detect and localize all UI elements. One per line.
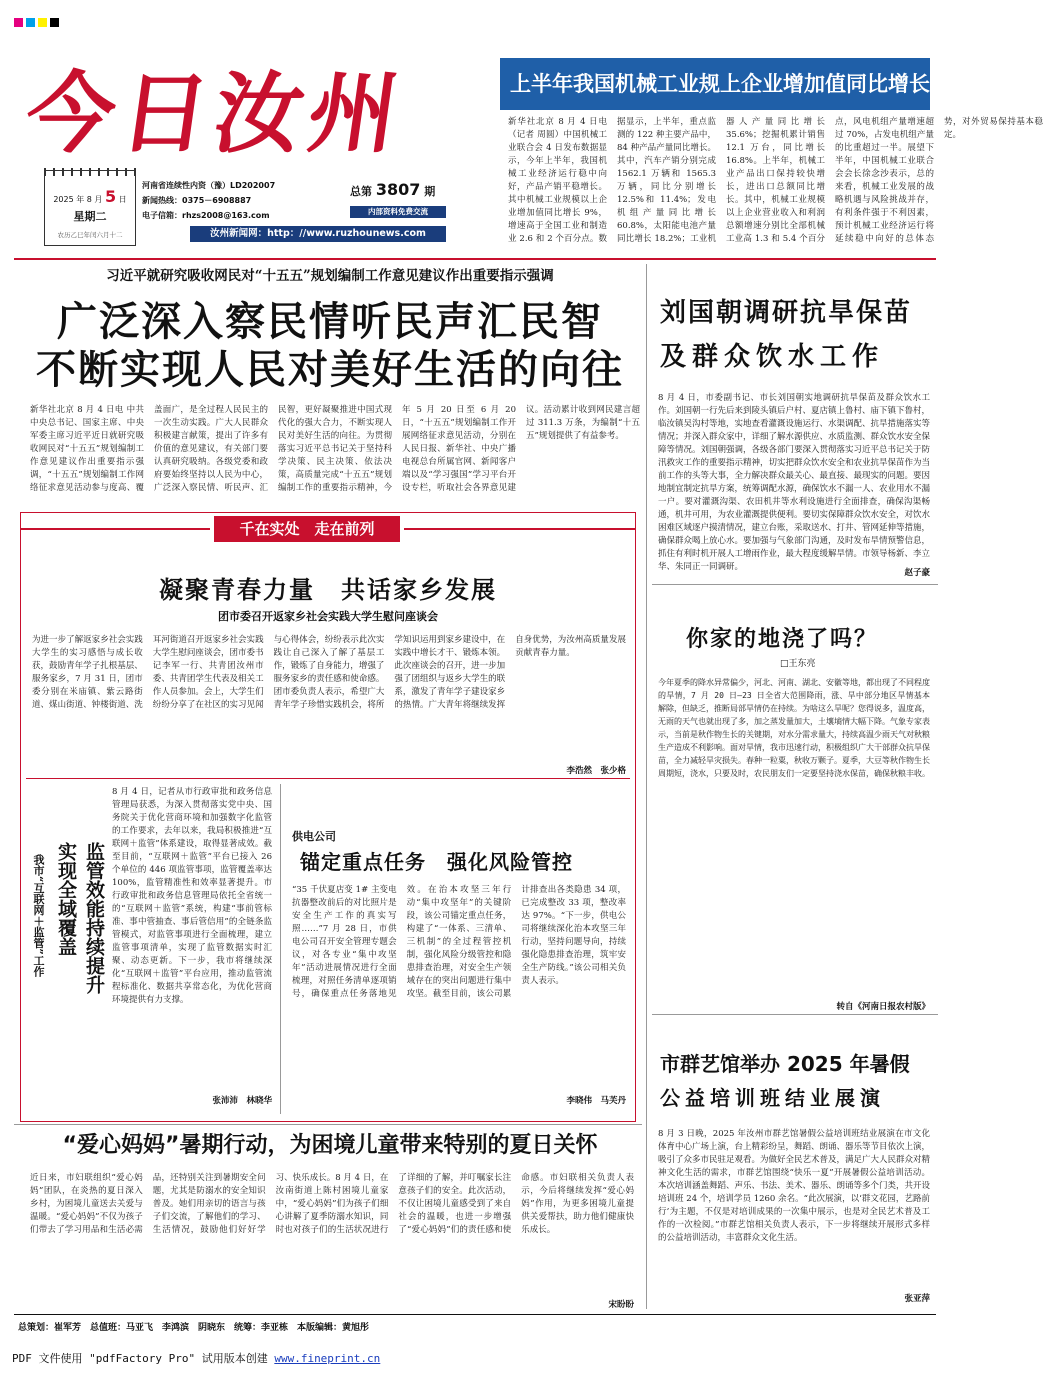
feature2-byline: 李晓伟 马芙丹: [566, 1096, 626, 1106]
date-box: [44, 170, 136, 246]
top-story-body: 新华社北京 8 月 4 日电（记者 周圆）中国机械工业联合会 4 日发布数据显示，今年上半年，我国机械工业经济运行稳中向好，产品产销平稳增长。其中机械工业规模以上企业增加值同比增长 9%，增速高于全国工业和制造业 2.6 和 2 个百分点。数据显示，上半年，重点监测的 122 种主要产品中，84 种产品产量同比增长。其中，汽车产销分别完成 1562.1 万辆和 1565.3 万辆，同比分别增长 12.5%和 11.4%；发电机组产量同比增长 60.8%，太阳能电池产量同比增长 18.2%；工业机器人产量同比增长 35.6%；挖掘机累计销售 12.1 万台，同比增长 16.8%。上半年，机械工业产品出口保持较快增长，进出口总额同比增长。其中，机械工业规模以上企业营业收入和利润总额增速分别比全部机械工业高 1.3 和 5.4 个百分点，风电机组产量增速超过 70%，占发电机组产量的比重超过一半。展望下半年，中国机械工业联合会会长徐念沙表示，总的来看，机械工业发展的战略机遇与风险挑战并存，有利条件强于不利因素，预计机械工业经济运行将延续稳中向好的总体态势，对外贸易保持基本稳定。: [508, 117, 1043, 244]
essay-title: 你家的地浇了吗？: [686, 627, 879, 652]
special-inner-rule: [26, 778, 630, 779]
news-hotline: 新闻热线：0375－6908887: [142, 196, 252, 205]
lunar-date: 农历乙巳年闰六月十二: [57, 231, 123, 239]
right-story-title-line2: 及群众饮水工作: [660, 342, 885, 372]
date-day-suffix: 日: [118, 195, 127, 204]
right-divider-1: [652, 584, 938, 585]
feature2-kicker: 供电公司: [292, 830, 336, 843]
feature1-byline: 张沛沛 林晓华: [212, 1096, 272, 1106]
essay-body: 今年夏季的降水异常偏少，河北、河南、湖北、安徽等地，都出现了不同程度的旱情，7 月 20 日—23 日全省大范围降雨，涨、旱中部分地区旱情基本解除，但缺乏，推断局部旱情仍在持续。为啥这么旱呢？您得说多，温度高，无雨的天气也就出现了多，加之蒸发量加大，土壤墒情大幅下降。气象专家表示，当前是秋作物生长的关键期，对水分需求量大，持续高温少雨天气对秋粮生产造成不利影响。面对旱情，我市迅速行动，积极组织广大干部群众抗旱保苗，全力减轻旱灾损失。春种一粒粟，秋收万颗子。夏季，大豆等秋作物生长周期短，浇水，只要及时，农民朋友们一定要坚持浇水保苗，确保秋粮丰收。: [658, 678, 930, 778]
issue-suffix: 期: [424, 185, 436, 198]
footer-credits: 总策划：崔军芳 总值班：马亚飞 李鸿滨 阴晓东 统筹：李亚栋 本版编辑：黄旭彤: [18, 1323, 370, 1333]
masthead-rule: [14, 258, 936, 260]
yellow-square: [38, 18, 47, 27]
feature2-title: 锚定重点任务 强化风险管控: [300, 850, 573, 874]
date-year-month: 2025 年 8 月: [53, 195, 103, 204]
magenta-square: [14, 18, 23, 27]
right-story-title-line1: 刘国朝调研抗旱保苗: [660, 298, 913, 328]
feature1-body: 8 月 4 日，记者从市行政审批和政务信息管理局获悉，为深入贯彻落实党中央、国务院关于优化营商环境和加强数字化监管的工作要求，去年以来，我局积极推进“互联网＋监管”体系建设，取得显著成效。截至目前，“互联网＋监管”平台已接入 26 个单位的 446 项监管事项，监管覆盖率达 100%，监管精准性和效率显著提升。市行政审批和政务信息管理局依托全省统一的“互联网＋监管”系统，构建“事前管标准、事中管抽查、事后管信用”的全链条监管模式，对监管事项进行全面梳理，建立监管事项清单，实现了监管数据实时汇聚、动态更新。下一步，我市将继续深化“互联网＋监管”平台应用，推动监管流程标准化、数据共享常态化，为优化营商环境提供有力支撑。: [112, 787, 272, 1005]
lead-kicker: 习近平就研究吸收网民对“十五五”规划编制工作意见建议作出重要指示强调: [106, 268, 554, 284]
weekday: 星期二: [73, 210, 107, 223]
right-news-title-line1: 市群艺馆举办 2025 年暑假: [660, 1052, 910, 1076]
banner-rule-left: [20, 528, 210, 530]
feature1-title-a: 实现全域覆盖: [55, 842, 77, 956]
right-news-title-line2: 公益培训班结业展演: [660, 1086, 885, 1110]
right-news-body: 8 月 3 日晚，2025 年汝州市群艺馆暑假公益培训班结业展演在市文化体育中心广场上演，台上精彩纷呈，舞蹈、朗诵、器乐等节目依次上演，吸引了众多市民驻足观看。为做好全民艺术普及，满足广大人民群众对精神文化生活的需求，市群艺馆围绕“快乐一夏”开展暑假公益培训活动。本次培训涵盖舞蹈、声乐、书法、美术、器乐、朗诵等多个门类，共开设培训班 24 个，培训学员 1260 余名。“此次展演，以‘群文花园，艺路前行’为主题，不仅是对培训成果的一次集中展示，也是对全民艺术普及工作的一次检阅。”市群艺馆相关负责人表示，下一步将继续开展形式多样的公益培训活动，丰富群众文化生活。: [658, 1129, 931, 1243]
bottom-title: “爱心妈妈”暑期行动，为困境儿童带来特别的夏日关怀: [62, 1133, 598, 1158]
cyan-square: [26, 18, 35, 27]
registration-squares: [14, 12, 62, 31]
bottom-byline: 宋盼盼: [608, 1300, 634, 1310]
lead-title-line2: 不断实现人民对美好生活的向往: [36, 347, 624, 393]
essay-byline: 转自《河南日报农村版》: [836, 1002, 930, 1012]
special-body: 为进一步了解返家乡社会实践大学生的实习感悟与成长收获，鼓励青年学子扎根基层、服务家乡，7 月 31 日，团市委分别在米庙镇、紫云路街道、煤山街道、钟楼街道、洗耳河街道召开返家乡社会实践大学生慰问座谈会，团市委书记李军一行、共青团汝州市委、共青团学生代表及相关工作人员参加。会上，大学生们纷纷分享了在社区的实习见闻与心得体会，纷纷表示此次实践让自己深入了解了基层工作，锻炼了自身能力，增强了服务家乡的责任感和使命感。团市委负责人表示，希望广大青年学子珍惜实践机会，将所学知识运用到家乡建设中，在实践中增长才干、锻炼本领。此次座谈会的召开，进一步加强了团组织与返乡大学生的联系，激发了青年学子建设家乡的热情。广大青年将继续发挥自身优势，为汝州高质量发展贡献青春力量。: [32, 635, 626, 710]
masthead-info: [142, 178, 275, 223]
pdf-note-text: PDF 文件使用 "pdfFactory Pro" 试用版本创建: [12, 1352, 275, 1365]
right-divider-2: [652, 1014, 938, 1015]
feature1-title-b: 监管效能持续提升: [83, 842, 105, 994]
lead-title-line1: 广泛深入察民情听民声汇民智: [57, 299, 603, 345]
masthead-title: 今日汝州: [19, 61, 411, 165]
feature1-kicker: 我市“互联网＋监管”工作: [32, 854, 45, 977]
date-day: 5: [104, 187, 117, 206]
feature-divider: [280, 784, 281, 1114]
special-banner: 千在实处 走在前列: [214, 516, 400, 542]
top-story-headline: 上半年我国机械工业规上企业增加值同比增长 9%: [510, 72, 973, 96]
issue-prefix: 总第: [350, 185, 372, 198]
lead-body: 新华社北京 8 月 4 日电 中共中央总书记、国家主席、中央军委主席习近平近日就研究吸收网民对“十五五”规划编制工作意见建议作出重要指示强调，“十五五”规划编制工作网络征求意见活动参与度高、覆盖面广，是全过程人民民主的一次生动实践。广大人民群众积极建言献策，提出了许多有价值的意见建议，有关部门要认真研究吸纳。各级党委和政府要始终坚持以人民为中心，广泛深入察民情、听民声、汇民智，更好凝聚推进中国式现代化的强大合力，不断实现人民对美好生活的向往。为贯彻落实习近平总书记关于坚持科学决策、民主决策、依法决策，高质量完成“十五五”规划编制工作的重要指示精神，今年 5 月 20 日至 6 月 20 日，“十五五”规划编制工作开展网络征求意见活动，分别在人民日报、新华社、中央广播电视总台所属官网、新闻客户端以及“学习强国”学习平台开设专栏，听取社会各界意见建议。活动累计收到网民建言超过 311.3 万条，为编制“十五五”规划提供了有益参考。: [30, 405, 640, 493]
right-news-byline: 张亚萍: [904, 1294, 930, 1304]
special-byline: 李浩然 张少格: [566, 766, 626, 776]
right-story-body: 8 月 4 日，市委副书记、市长刘国朝实地调研抗旱保苗及群众饮水工作。刘国朝一行先后来到陵头镇后户村、夏店镇上鲁村、庙下镇下鲁村，临汝镇吴沟村等地，实地查看灌溉设施运行、水渠调配、抗旱措施落实等情况；并深入群众家中，详细了解水源供应、水质监测、群众饮水安全保障等情况。刘国朝强调，各级各部门要深入贯彻落实习近平总书记关于防汛救灾工作的重要指示精神，切实把群众饮水安全和农业抗旱保苗作为当前工作的头等大事，全力解决群众最关心、最直接、最现实的问题。要因地制宜制定抗旱方案，统筹调配水源，确保饮水不漏一人、农业用水不漏一户。要对灌溉沟渠、农田机井等水利设施进行全面排查，确保沟渠畅通，机井可用，为农业灌溉提供便利。要切实保障群众饮水安全，对饮水困难区域逐户摸清情况，建立台账，采取送水、打井、管网延伸等措施，确保群众喝上放心水。要加强与气象部门沟通，及时发布旱情预警信息，抓住有利时机开展人工增雨作业，最大程度缓解旱情。市领导杨新、李立华、朱同正一同调研。: [658, 393, 931, 572]
calendar-rings: [44, 168, 136, 176]
website-bar: 汝州新闻网：http：//www.ruzhounews.com: [190, 226, 446, 242]
email: 电子信箱：rhzs2008@163.com: [142, 211, 270, 220]
free-label: 内部资料免费交流: [350, 206, 446, 218]
footer-rule: [14, 1314, 936, 1315]
pdf-link[interactable]: www.fineprint.cn: [274, 1352, 381, 1365]
column-divider: [646, 264, 647, 1309]
right-story-byline: 赵子豪: [904, 568, 930, 578]
pdf-note: [12, 1350, 380, 1366]
banner-rule-right: [404, 528, 636, 530]
registration-no: 河南省连续性内资（豫）LD202007: [142, 181, 276, 190]
issue-no: 3807: [375, 180, 421, 199]
issue-number: [350, 180, 435, 199]
special-title: 凝聚青春力量 共话家乡发展: [159, 575, 497, 604]
special-subtitle: 团市委召开返家乡社会实践大学生慰问座谈会: [218, 610, 438, 623]
black-square: [50, 18, 59, 27]
bottom-divider: [14, 1124, 642, 1125]
feature2-body: “35 千伏夏店变 1# 主变电抗器整改前后的对比照片是安全生产工作的真实写照……”7 月 28 日，市供电公司召开安全管理专题会议，对各专业“集中攻坚年”活动进展情况进行全面梳理，对照任务清单逐项销号，确保重点任务落地见效。在治本攻坚三年行动“集中攻坚年”的关键阶段，该公司锚定重点任务，构建了“一体系、三清单、三机制”的全过程管控机制，强化风险分级管控和隐患排查治理，对安全生产领域存在的突出问题进行集中攻坚。截至目前，该公司累计排查出各类隐患 34 项，已完成整改 33 项，整改率达 97%。“下一步，供电公司将继续深化治本攻坚三年行动，坚持问题导向，持续强化隐患排查治理，筑牢安全生产防线。”该公司相关负责人表示。: [292, 885, 626, 999]
bottom-body: 近日来，市妇联组织“爱心妈妈”团队，在炎热的夏日深入乡村，为困境儿童送去关爱与温暖。“爱心妈妈”不仅为孩子们带去了学习用品和生活必需品，还特别关注到暑期安全问题，尤其是防溺水的安全知识普及。她们用亲切的语言与孩子们交流，了解他们的学习、生活情况，鼓励他们好好学习、快乐成长。8 月 4 日，在汝南街道上陈村困境儿童家中，“爱心妈妈”们为孩子们细心讲解了夏季防溺水知识，同时也对孩子们的生活状况进行了详细的了解，并叮嘱家长注意孩子们的安全。此次活动，不仅让困境儿童感受到了来自社会的温暖，也进一步增强了“爱心妈妈”们的责任感和使命感。市妇联相关负责人表示，今后将继续发挥“爱心妈妈”作用，为更多困境儿童提供关爱帮扶，助力他们健康快乐成长。: [30, 1173, 634, 1235]
essay-author: □王东亮: [780, 659, 816, 669]
